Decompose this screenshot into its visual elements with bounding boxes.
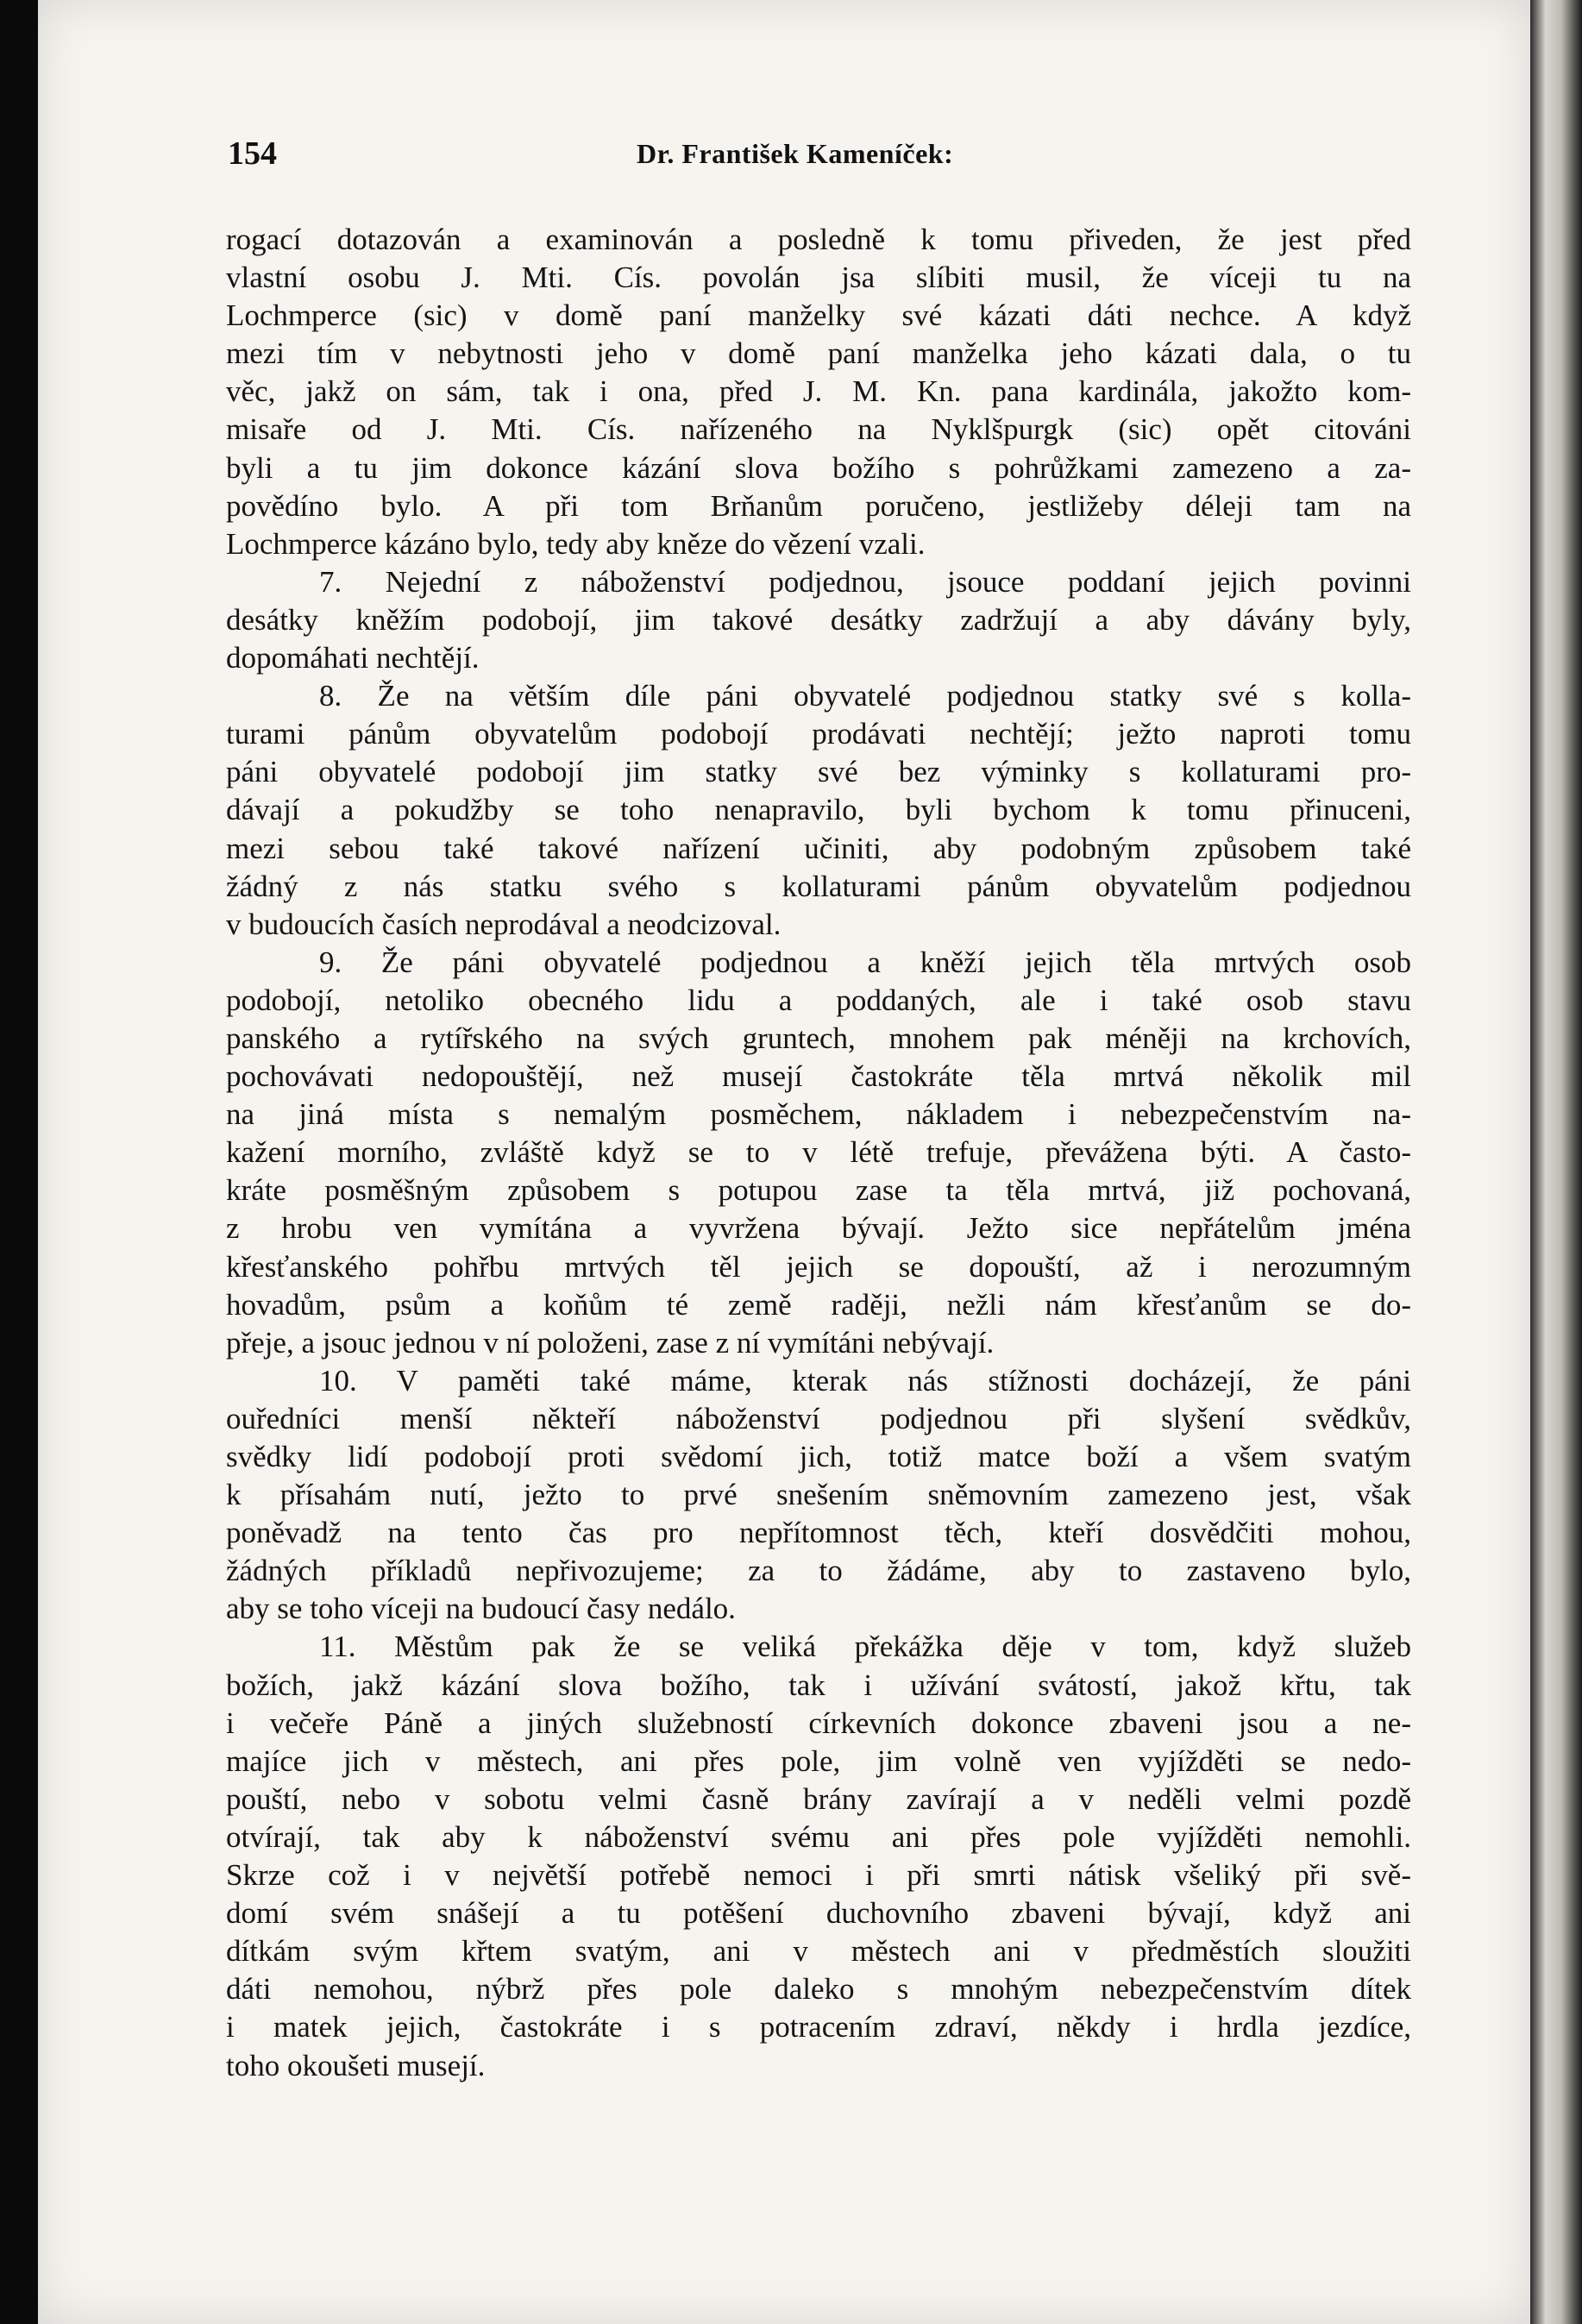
paragraph-7-start: 7. Nejední z náboženství podjednou, jsouce poddaní jejich povinni: [319, 564, 1411, 599]
text-line: z hrobu ven vymítána a vyvržena bývají. Ježto sice nepřátelům jména: [226, 1211, 1411, 1246]
text-line: desátky kněžím podobojí, jim takové desátky zadržují a aby dávány byly,: [226, 602, 1411, 637]
text-line: mezi tím v nebytnosti jeho v domě paní manželka jeho kázati dala, o tu: [226, 336, 1411, 371]
text-line: kažení morního, zvláště když se to v létě trefuje, převážena býti. A často-: [226, 1135, 1411, 1170]
text-line: hovadům, psům a koňům té země raději, nežli nám křesťanům se do-: [226, 1287, 1411, 1322]
paragraph-9-start: 9. Že páni obyvatelé podjednou a kněží jejich těla mrtvých osob: [319, 945, 1411, 979]
page-header: [228, 135, 1418, 178]
text-line: božích, jakž kázání slova božího, tak i užívání svátostí, jakož křtu, tak: [226, 1668, 1411, 1702]
text-line: byli a tu jim dokonce kázání slova božího s pohrůžkami zamezeno a za-: [226, 450, 1411, 485]
text-line: dopomáhati nechtějí.: [226, 641, 480, 675]
text-line: turami pánům obyvatelům podobojí prodávati nechtějí; ježto naproti tomu: [226, 717, 1411, 751]
text-line: mezi sebou také takové nařízení učiniti, aby podobným způsobem také: [226, 831, 1411, 865]
paragraph-8-start: 8. Že na větším díle páni obyvatelé podjednou statky své s kolla-: [319, 679, 1411, 713]
text-line: přeje, a jsouc jednou v ní položeni, zase z ní vymítáni nebývají.: [226, 1325, 995, 1360]
text-line: věc, jakž on sám, tak i ona, před J. M. Kn. pana kardinála, jakožto kom-: [226, 374, 1411, 409]
text-line: křesťanského pohřbu mrtvých těl jejich se dopouští, až i nerozumným: [226, 1249, 1411, 1284]
running-head: Dr. František Kameníček:: [637, 138, 954, 169]
text-line: Lochmperce (sic) v domě paní manželky své kázati dáti nechce. A když: [226, 298, 1411, 333]
body-text: [226, 221, 1411, 2085]
text-line: dávají a pokudžby se toho nenapravilo, byli bychom k tomu přinuceni,: [226, 793, 1411, 827]
page-edge: [1530, 0, 1582, 2324]
text-line: misaře od J. Mti. Cís. nařízeného na Nyklšpurgk (sic) opět citováni: [226, 412, 1411, 447]
text-line: kráte posměšným způsobem s potupou zase ta těla mrtvá, již pochovaná,: [226, 1173, 1411, 1208]
text-line: otvírají, tak aby k náboženství svému ani přes pole vyjížděti nemohli.: [226, 1819, 1411, 1854]
text-line: žádných příkladů nepřivozujeme; za to žádáme, aby to zastaveno bylo,: [226, 1554, 1411, 1588]
text-line: pochovávati nedopouštějí, než musejí častokráte těla mrtvá několik mil: [226, 1059, 1411, 1094]
text-line: dáti nemohou, nýbrž přes pole daleko s mnohým nebezpečenstvím dítek: [226, 1972, 1411, 2007]
paragraph-10-start: 10. V paměti také máme, kterak nás stížnosti docházejí, že páni: [319, 1363, 1411, 1398]
text-line: pouští, nebo v sobotu velmi časně brány zavírají a v neděli velmi pozdě: [226, 1781, 1411, 1816]
text-line: aby se toho víceji na budoucí časy nedálo.: [226, 1592, 736, 1626]
text-line: Lochmperce kázáno bylo, tedy aby kněze do vězení vzali.: [226, 526, 926, 561]
text-line: k přísahám nutí, ježto to prvé snešením sněmovním zamezeno jest, však: [226, 1478, 1411, 1512]
text-line: rogací dotazován a examinován a posledně k tomu přiveden, že jest před: [226, 223, 1411, 256]
text-line: toho okoušeti musejí.: [226, 2048, 486, 2082]
text-line: Skrze což i v největší potřebě nemoci i při smrti nátisk všeliký při svě-: [226, 1858, 1411, 1893]
page-number: 154: [228, 135, 277, 172]
paragraph-11-start: 11. Městům pak že se veliká překážka děje v tom, když služeb: [319, 1630, 1411, 1664]
text-line: i matek jejich, častokráte i s potracením zdraví, někdy i hrdla jezdíce,: [226, 2010, 1411, 2044]
text-line: povědíno bylo. A při tom Brňanům poručeno, jestližeby déleji tam na: [226, 488, 1411, 523]
text-line: dítkám svým křtem svatým, ani v městech ani v předměstích sloužiti: [226, 1934, 1411, 1969]
text-line: svědky lidí podobojí proti svědomí jich, totiž matce boží a všem svatým: [226, 1440, 1411, 1473]
text-line: žádný z nás statku svého s kollaturami pánům obyvatelům podjednou: [226, 869, 1411, 903]
text-line: v budoucích časích neprodával a neodcizoval.: [226, 907, 782, 941]
text-line: vlastní osobu J. Mti. Cís. povolán jsa slíbiti musil, že víceji tu na: [226, 261, 1411, 295]
text-line: panského a rytířského na svých gruntech, mnohem pak méněji na krchovích,: [226, 1021, 1411, 1055]
text-line: poněvadž na tento čas pro nepřítomnost těch, kteří dosvědčiti mohou,: [226, 1516, 1411, 1550]
text-line: i večeře Páně a jiných služebností církevních dokonce zbaveni jsou a ne-: [226, 1705, 1411, 1740]
text-line: ouředníci menší někteří náboženství podjednou při slyšení svědkův,: [226, 1401, 1411, 1435]
text-line: páni obyvatelé podobojí jim statky své bez výminky s kollaturami pro-: [226, 755, 1411, 789]
text-line: majíce jich v městech, ani přes pole, jim volně ven vyjížděti se nedo-: [226, 1743, 1411, 1778]
text-line: na jiná místa s nemalým posměchem, nákladem i nebezpečenstvím na-: [226, 1097, 1411, 1132]
text-line: podobojí, netoliko obecného lidu a poddaných, ale i také osob stavu: [226, 983, 1411, 1017]
text-line: domí svém snášejí a tu potěšení duchovního zbaveni bývají, když ani: [226, 1896, 1411, 1931]
